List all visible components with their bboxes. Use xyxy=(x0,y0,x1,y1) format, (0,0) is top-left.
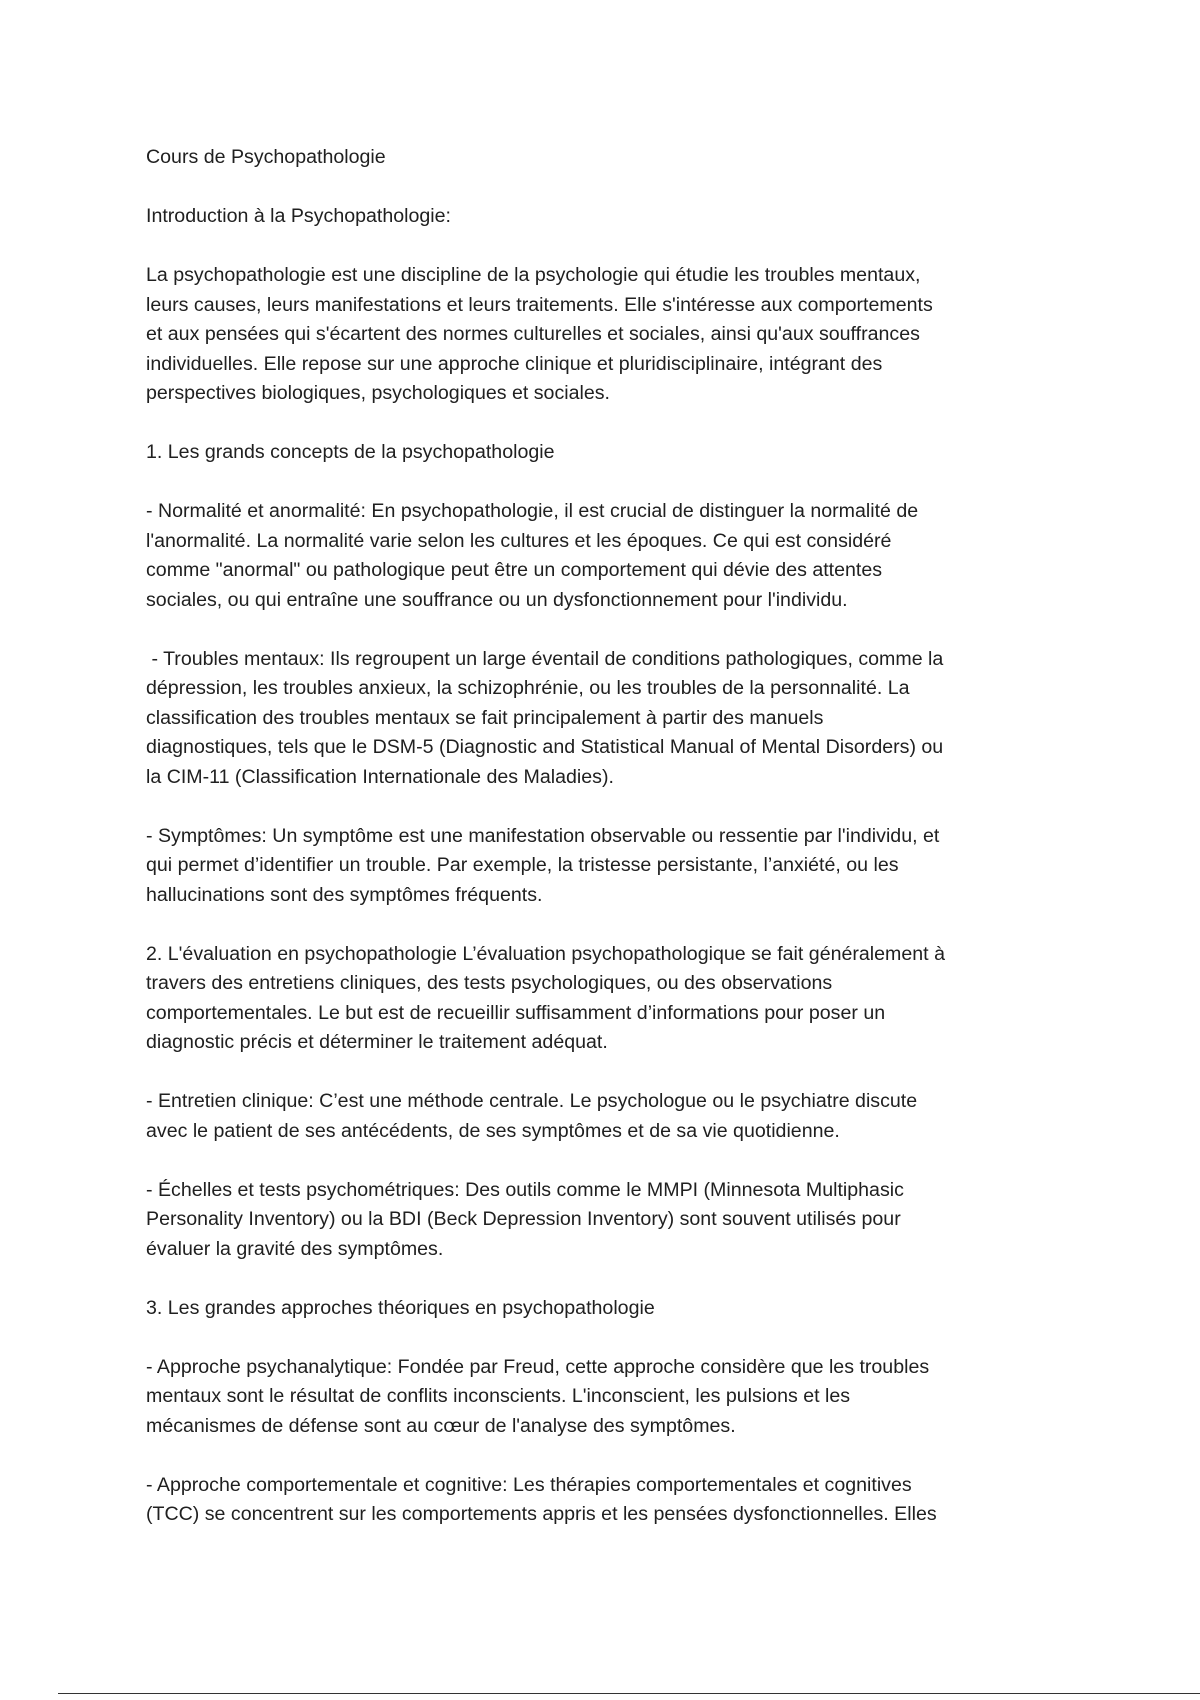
paragraph-entretien-clinique: - Entretien clinique: C’est une méthode centrale. Le psychologue ou le psychiatre discute avec le patient de ses antécédents, de ses symptômes et de sa vie quotidienne. xyxy=(146,1090,918,1142)
section-heading-concepts: 1. Les grands concepts de la psychopathologie xyxy=(146,441,555,463)
document-body xyxy=(146,143,1066,1559)
paragraph-comportementale-cognitive: - Approche comportementale et cognitive: Les thérapies comportementales et cognitives (TCC) se concentrent sur les comportements appris et les pensées dysfonctionnelles. Elles xyxy=(146,1473,937,1525)
page-bottom-divider xyxy=(58,1693,1200,1694)
paragraph-normalite: - Normalité et anormalité: En psychopathologie, il est crucial de distinguer la normalité de l'anormalité. La normalité varie selon les cultures et les époques. Ce qui est considéré comme "anormal" ou pathologique peut être un comportement qui dévie des attentes sociales, ou qui entraîne une souffrance ou un dysfonctionnement pour l'individu. xyxy=(146,500,919,611)
paragraph-psychanalytique: - Approche psychanalytique: Fondée par Freud, cette approche considère que les troubles mentaux sont le résultat de conflits inconscients. L'inconscient, les pulsions et les mécanismes de défense sont au cœur de l'analyse des symptômes. xyxy=(146,1355,930,1437)
paragraph-symptomes: - Symptômes: Un symptôme est une manifestation observable ou ressentie par l'individu, et qui permet d’identifier un trouble. Par exemple, la tristesse persistante, l’anxiété, ou les hallucinations sont des symptômes fréquents. xyxy=(146,824,940,906)
paragraph-echelles-tests: - Échelles et tests psychométriques: Des outils comme le MMPI (Minnesota Multiphasic Personality Inventory) ou la BDI (Beck Depression Inventory) sont souvent utilisés pour évaluer la gravité des symptômes. xyxy=(146,1178,904,1260)
paragraph-intro: La psychopathologie est une discipline de la psychologie qui étudie les troubles mentaux, leurs causes, leurs manifestations et leurs traitements. Elle s'intéresse aux comportements et aux pensées qui s'écartent des normes culturelles et sociales, ainsi qu'aux souffrances individuelles. Elle repose sur une approche clinique et pluridisciplinaire, intégrant des perspectives biologiques, psychologiques et sociales. xyxy=(146,264,933,404)
section-heading-approches: 3. Les grandes approches théoriques en psychopathologie xyxy=(146,1296,655,1319)
intro-heading: Introduction à la Psychopathologie: xyxy=(146,205,451,227)
document-title: Cours de Psychopathologie xyxy=(146,146,386,168)
section-heading-evaluation: 2. L'évaluation en psychopathologie L’évaluation psychopathologique se fait généralement à travers des entretiens cliniques, des tests psychologiques, ou des observations comportementales. Le but est de recueillir suffisamment d’informations pour poser un diagnostic précis et déterminer le traitement adéquat. xyxy=(146,942,945,1053)
paragraph-troubles-mentaux: - Troubles mentaux: Ils regroupent un large éventail de conditions pathologiques, comme la dépression, les troubles anxieux, la schizophrénie, ou les troubles de la personnalité. La classification des troubles mentaux se fait principalement à partir des manuels diagnostiques, tels que le DSM-5 (Diagnostic and Statistical Manual of Mental Disorders) ou la CIM-11 (Classification Internationale des Maladies). xyxy=(146,647,944,788)
